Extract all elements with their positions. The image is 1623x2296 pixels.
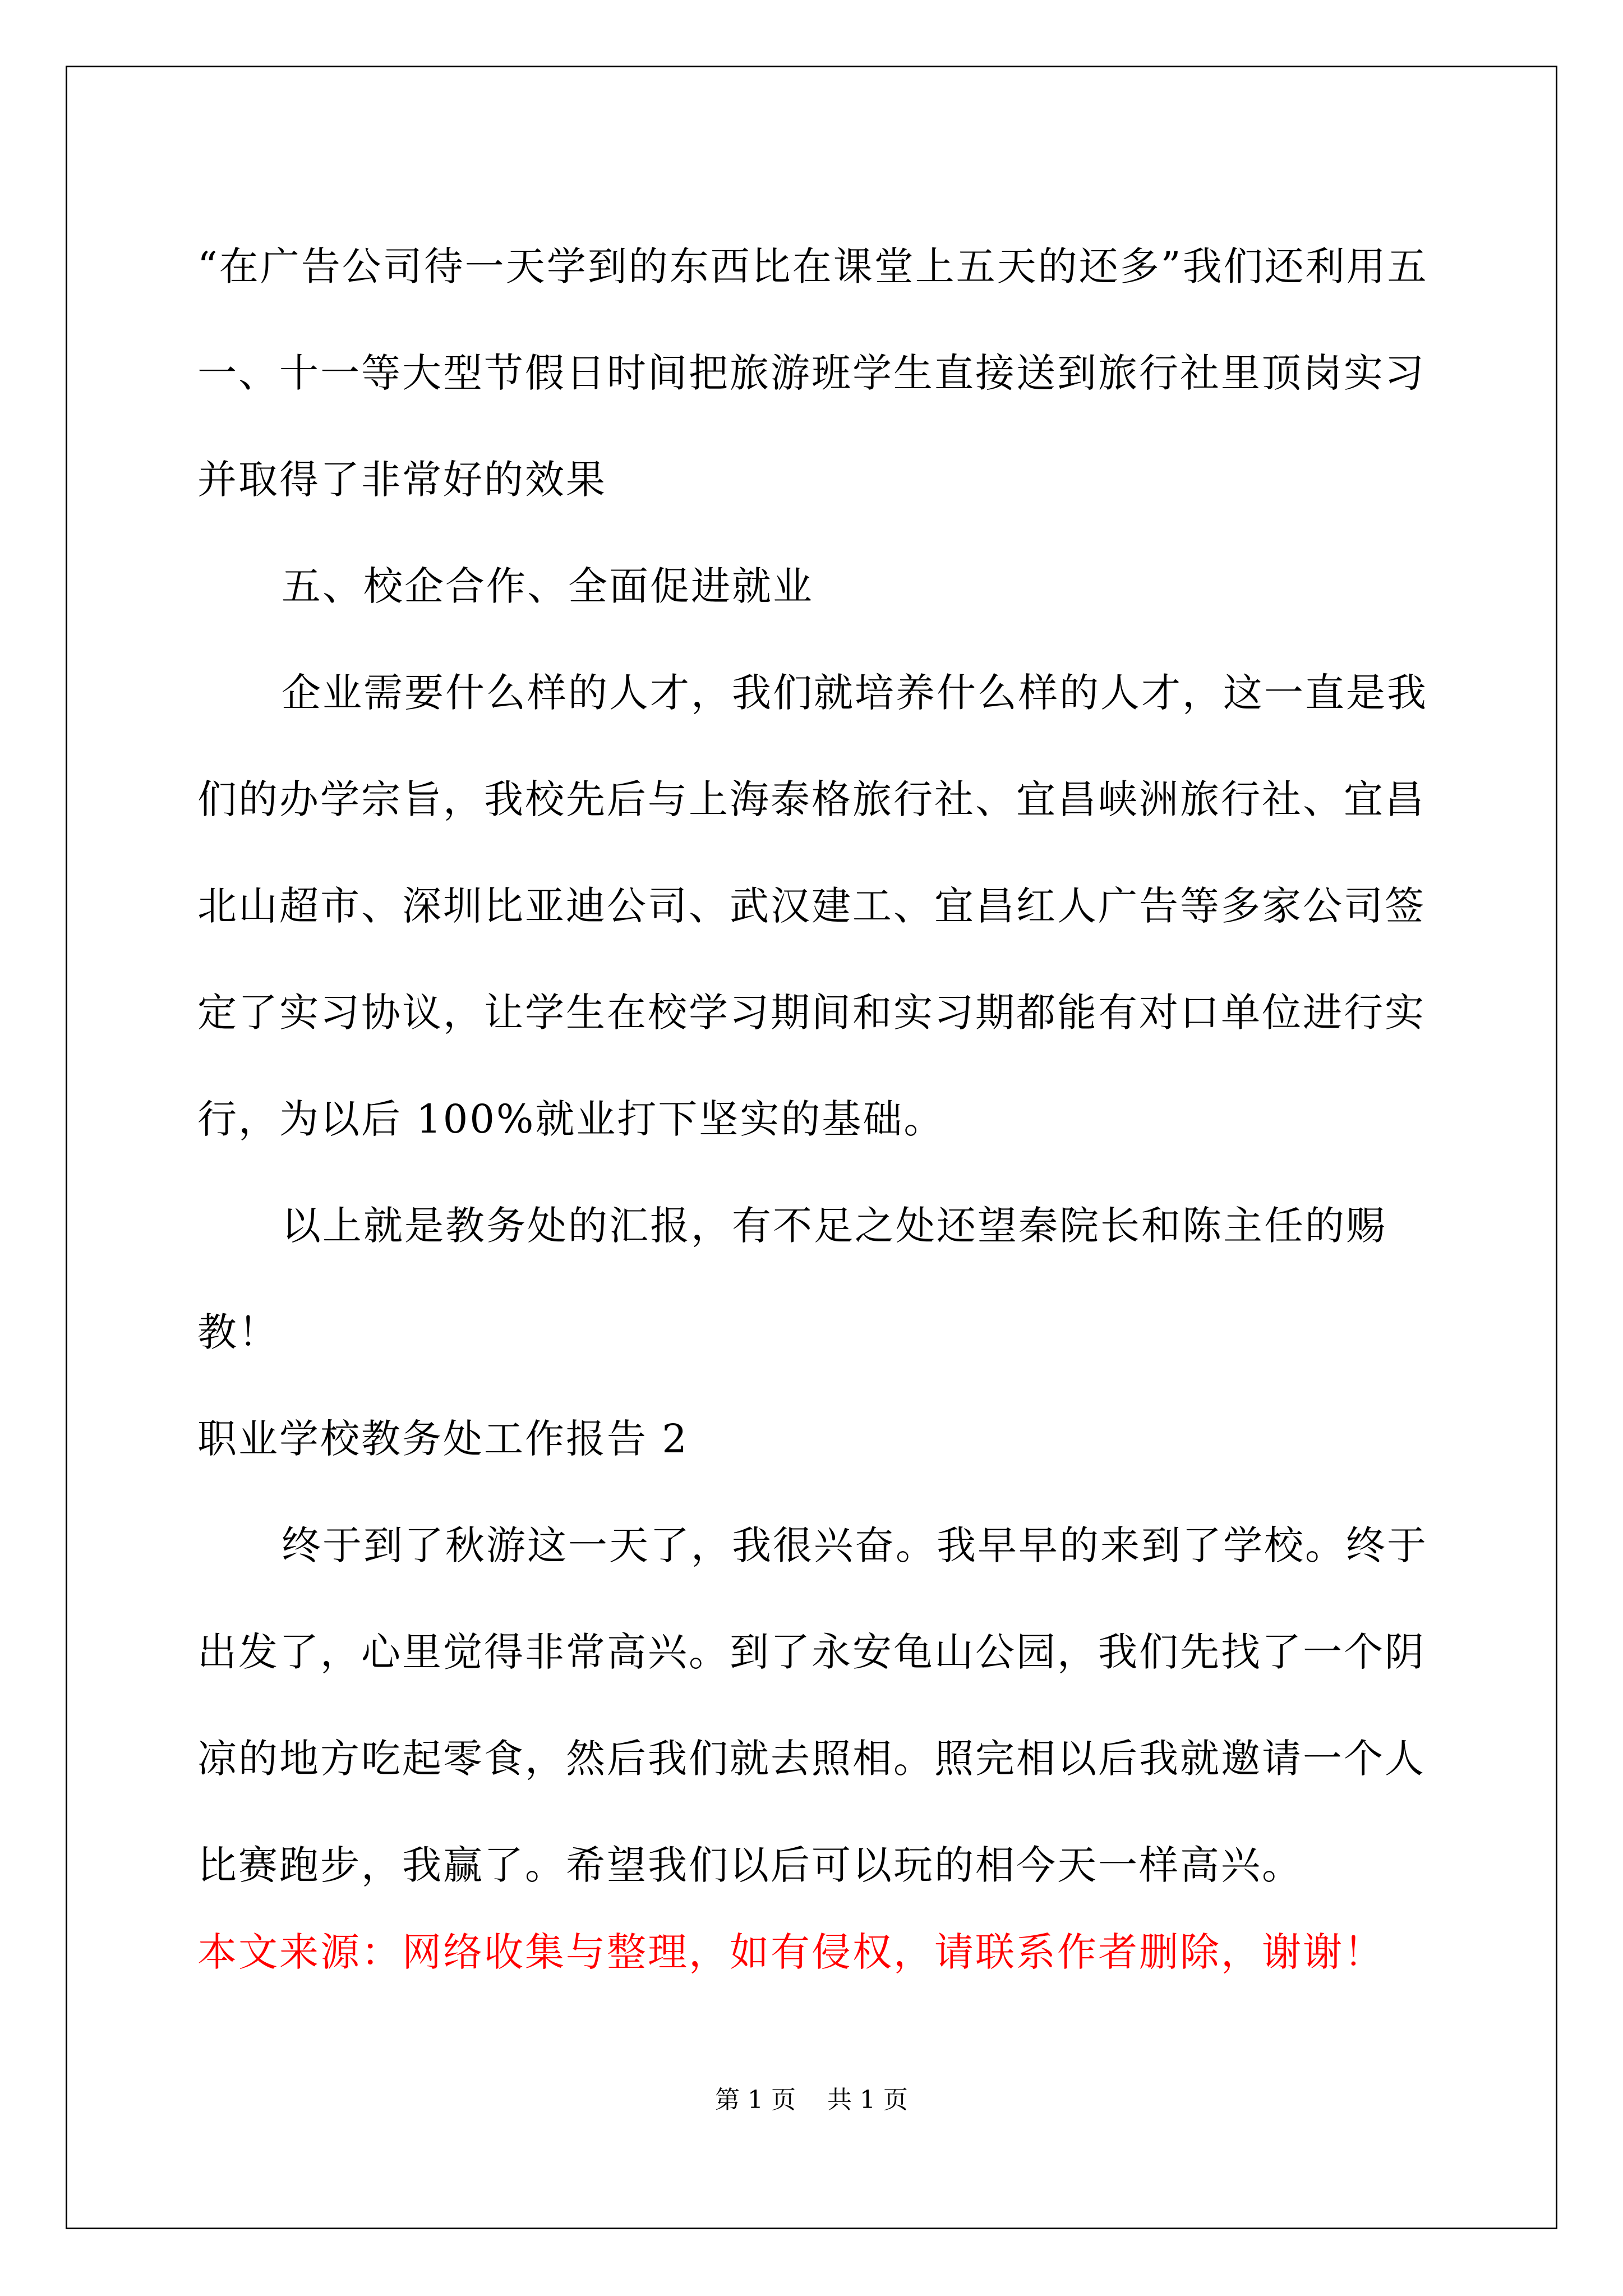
document-body (197, 213, 1431, 1918)
report-title-2: 职业学校教务处工作报告 2 (197, 1416, 689, 1462)
source-note: 本文来源：网络收集与整理，如有侵权，请联系作者删除，谢谢！ (197, 1929, 1385, 1975)
paragraph-closing-remark: 以上就是教务处的汇报，有不足之处还望秦院长和陈主任的赐教！ (197, 1203, 1387, 1355)
paragraph-enterprise-cooperation: 企业需要什么样的人才，我们就培养什么样的人才，这一直是我们的办学宗旨，我校先后与上海泰格旅行社、宜昌峡洲旅行社、宜昌北山超市、深圳比亚迪公司、武汉建工、宜昌红人广告等多家公司签定了实习协议，让学生在校学习期间和实习期都能有对口单位进行实行，为以后 100%就业打下坚实的基础。 (197, 670, 1428, 1142)
section-heading-cooperation: 五、校企合作、全面促进就业 (282, 563, 814, 609)
page-footer: 第 1 页 共 1 页 (715, 2086, 908, 2114)
paragraph-continuation: “在广告公司待一天学到的东西比在课堂上五天的还多”我们还利用五一、十一等大型节假日时间把旅游班学生直接送到旅行社里顶岗实习并取得了非常好的效果 (197, 243, 1428, 503)
paragraph-autumn-outing: 终于到了秋游这一天了，我很兴奋。我早早的来到了学校。终于出发了，心里觉得非常高兴。到了永安龟山公园，我们先找了一个阴凉的地方吃起零食，然后我们就去照相。照完相以后我就邀请一个人比赛跑步，我赢了。希望我们以后可以玩的相今天一样高兴。 (197, 1522, 1428, 1888)
